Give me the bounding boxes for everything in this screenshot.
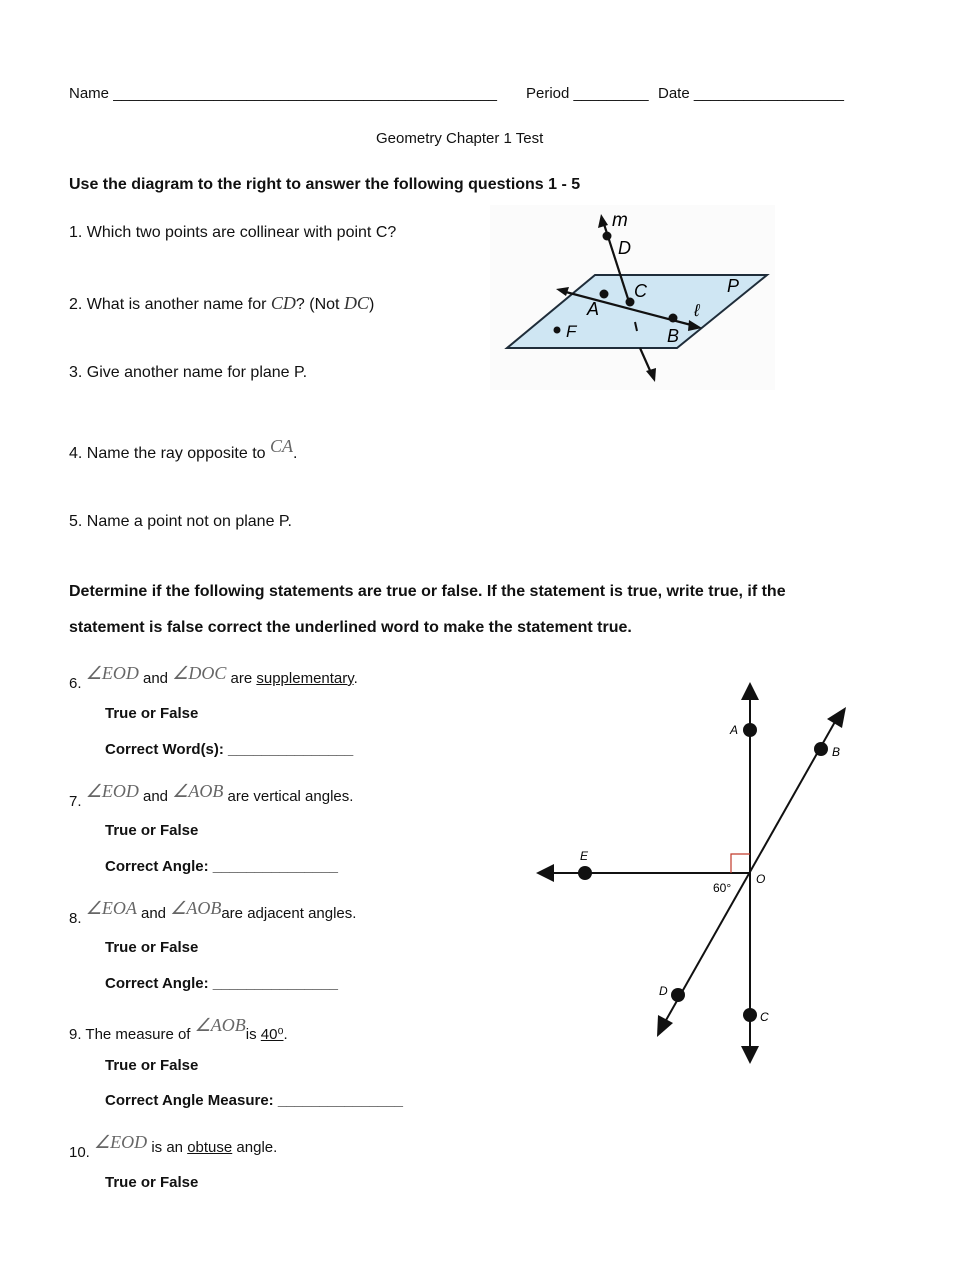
section1-instruction: Use the diagram to the right to answer the following questions 1 - 5 bbox=[69, 176, 581, 193]
date-field: Date __________________ bbox=[658, 85, 845, 102]
section2-instruction-line2: statement is false correct the underlined word to make the statement true. bbox=[69, 619, 632, 636]
label-b: B bbox=[832, 745, 841, 759]
label-e: E bbox=[580, 849, 589, 863]
underlined-measure: 40⁰ bbox=[260, 1026, 284, 1043]
point-b bbox=[669, 314, 678, 323]
question-1: 1. Which two points are collinear with point C? bbox=[69, 224, 397, 241]
label-a: A bbox=[730, 723, 739, 737]
point-e bbox=[578, 866, 592, 880]
angle-diagram bbox=[530, 675, 860, 1070]
label-p: P bbox=[727, 276, 740, 296]
question-10: 10. ∠EOD is an obtuse angle. bbox=[69, 1132, 278, 1161]
label-f: F bbox=[566, 322, 577, 341]
arrow-lower-left bbox=[657, 1015, 673, 1037]
q9-true-false: True or False bbox=[105, 1057, 199, 1074]
underlined-word: obtuse bbox=[187, 1139, 233, 1156]
question-9: 9. The measure of ∠AOBis 40⁰. bbox=[69, 1015, 288, 1043]
q8-correct-angle: Correct Angle: _______________ bbox=[105, 975, 338, 992]
name-field: Name ______________________________________________ bbox=[69, 85, 497, 102]
label-60-degrees: 60° bbox=[713, 881, 732, 895]
arrow-up bbox=[741, 682, 759, 700]
label-c: C bbox=[634, 281, 647, 301]
period-field: Period _________ bbox=[526, 85, 649, 102]
q7-true-false: True or False bbox=[105, 822, 199, 839]
label-l: ℓ bbox=[694, 301, 700, 320]
point-d bbox=[603, 232, 612, 241]
question-3: 3. Give another name for plane P. bbox=[69, 364, 308, 381]
line-bd bbox=[661, 720, 836, 1029]
point-a bbox=[600, 290, 609, 299]
label-d: D bbox=[618, 238, 631, 258]
q9-correct-measure: Correct Angle Measure: _______________ bbox=[105, 1092, 403, 1109]
underlined-word: supplementary bbox=[256, 670, 354, 687]
question-4: 4. Name the ray opposite to CA. bbox=[69, 436, 298, 462]
q10-true-false: True or False bbox=[105, 1174, 199, 1191]
label-a: A bbox=[587, 299, 600, 319]
line-cd-symbol: CD bbox=[270, 293, 296, 313]
label-o: O bbox=[756, 872, 766, 886]
question-8: 8. ∠EOA and ∠AOBare adjacent angles. bbox=[69, 898, 357, 927]
question-5: 5. Name a point not on plane P. bbox=[69, 513, 292, 530]
question-7: 7. ∠EOD and ∠AOB are vertical angles. bbox=[69, 781, 354, 810]
section2-instruction-line1: Determine if the following statements are true or false. If the statement is true, write true, if the bbox=[69, 583, 786, 600]
right-angle-mark bbox=[731, 854, 750, 873]
question-2: 2. What is another name for CD? (Not DC) bbox=[69, 293, 375, 313]
arrow-left bbox=[536, 864, 554, 882]
q8-true-false: True or False bbox=[105, 939, 199, 956]
arrow-down bbox=[741, 1046, 759, 1064]
point-d bbox=[671, 988, 685, 1002]
label-c: C bbox=[760, 1010, 769, 1024]
q7-correct-angle: Correct Angle: _______________ bbox=[105, 858, 338, 875]
ray-ca-symbol: CA bbox=[270, 436, 294, 456]
point-b bbox=[814, 742, 828, 756]
arrow-upper-right bbox=[827, 707, 846, 728]
label-b: B bbox=[667, 326, 680, 346]
label-d: D bbox=[659, 984, 668, 998]
q6-correct-word: Correct Word(s): _______________ bbox=[105, 741, 354, 758]
point-c bbox=[743, 1008, 757, 1022]
line-dc-symbol: DC bbox=[343, 293, 369, 313]
q6-true-false: True or False bbox=[105, 705, 199, 722]
question-6: 6. ∠EOD and ∠DOC are supplementary. bbox=[69, 663, 358, 692]
point-a bbox=[743, 723, 757, 737]
plane-diagram bbox=[490, 205, 775, 390]
point-f bbox=[554, 327, 561, 334]
page-title: Geometry Chapter 1 Test bbox=[376, 130, 544, 147]
label-m: m bbox=[612, 210, 628, 231]
